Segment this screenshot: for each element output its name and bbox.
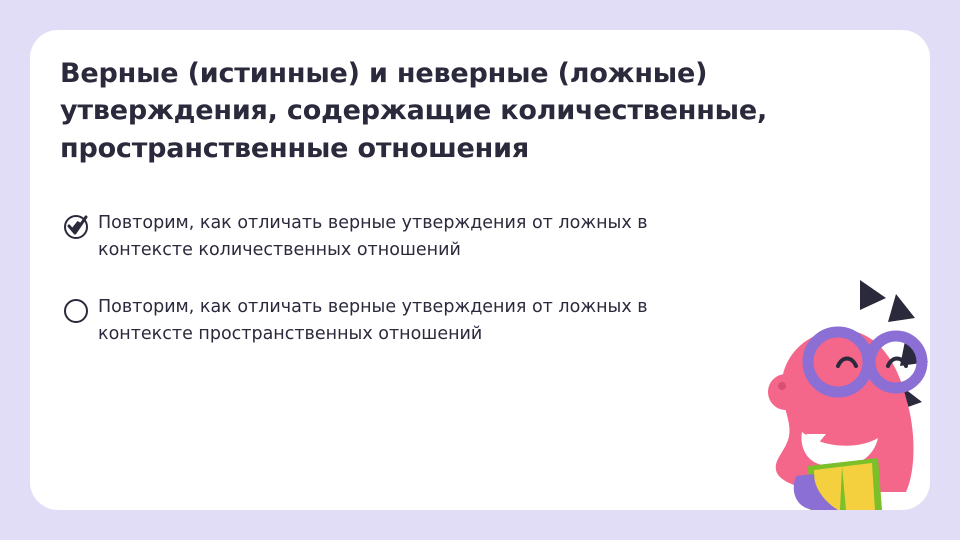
content-card (30, 30, 930, 510)
slide-title: Верные (истинные) и неверные (ложные) утверждения, содержащие количественные, пространственные отношения (60, 58, 768, 164)
list-item (62, 294, 742, 348)
list-item-label: Повторим, как отличать верные утверждения от ложных в контексте пространственных отношений (98, 297, 648, 345)
bullet-list (62, 210, 742, 379)
checked-circle-icon (62, 212, 96, 242)
list-item-label: Повторим, как отличать верные утверждения от ложных в контексте количественных отношений (98, 213, 648, 261)
dinosaur-with-book-mascot (710, 270, 930, 510)
list-item (62, 210, 742, 264)
empty-circle-icon (62, 296, 96, 326)
